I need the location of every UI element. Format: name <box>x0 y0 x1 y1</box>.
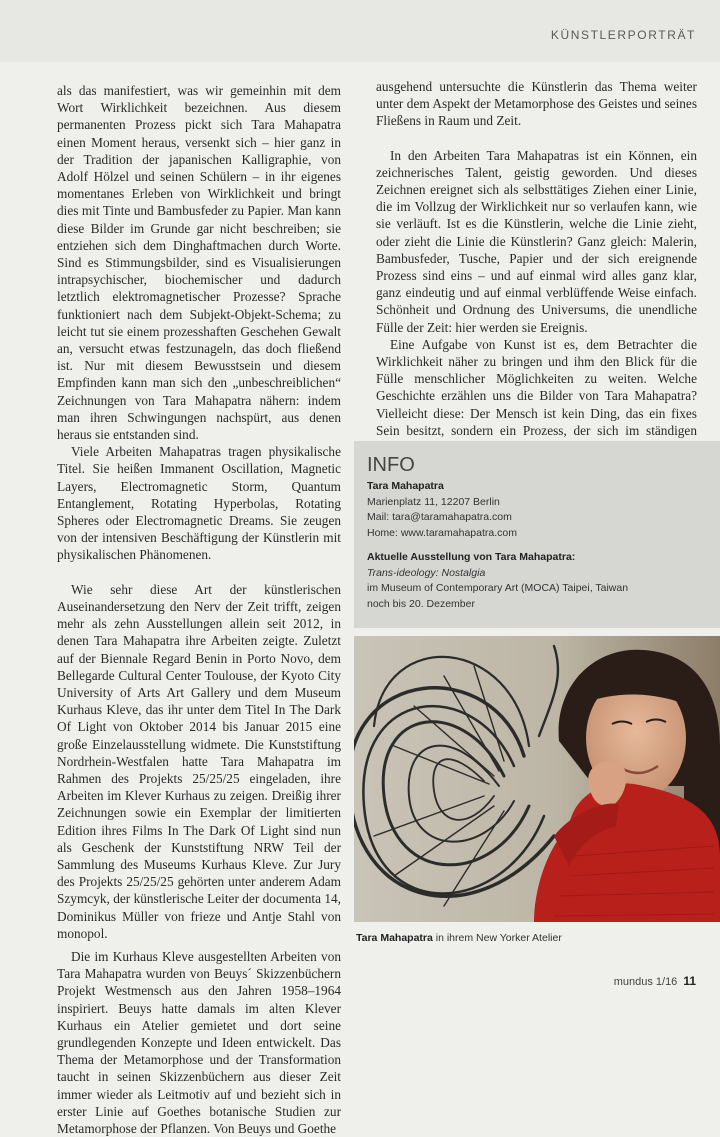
paragraph: Wie sehr diese Art der künstlerischen Auseinandersetzung den Nerv der Zeit trifft, zeigen mehr als zehn Ausstellungen allein seit 2012, in denen Tara Mahapatra ihre Arbeiten zeigte. Zuletzt auf der Biennale Regard Benin in Porto Novo, dem Bellegarde Cultural Center Toulouse, der Kyoto City University of Arts Art Gallery und dem Museum Kurhaus Kleve, das ihr unter dem Titel In The Dark Of Light von Oktober 2014 bis Januar 2015 eine große Einzelausstellung widmete. Die Kunststiftung Nordrhein-Westfalen hatte Tara Mahapatra im Rahmen des Projekts 25/25/25 eingeladen, ihre Arbeiten im Klever Kurhaus zu zeigen. Dreißig ihrer Zeichnungen sowie ein Exemplar der limitierten Edition ihres Films In The Dark Of Light sind nun als Geschenk der Kunststiftung NRW Teil der Sammlung des Museums Kurhaus Kleve. Zur Jury des Projekts 25/25/25 gehörten unter anderem Adam Szymcyk, der künstlerische Leiter der documenta 14, Dominikus Müller von frieze und Antje Stahl von monopol. <box>57 581 341 941</box>
mail-line: Mail: tara@taramahapatra.com <box>367 511 512 523</box>
paragraph: als das manifestiert, was wir gemeinhin mit dem Wort Wirklichkeit bezeichnen. Aus diesem permanenten Prozess pickt sich Tara Mahapatra einen Moment heraus, versenkt sich – hier ganz in der Tradition der japanischen Kalligraphie, von Adolf Hölzel und seinen Schülern – in ihr eigenes momentanes Erleben von Wirklichkeit und bringt dies mit Tinte und Bambusfeder zu Papier. Man kann diese Bilder im Grunde gar nicht beschreiben; sie entziehen sich dem Dinghaftmachen durch Worte. Sind es Stimmungsbilder, sind es Visualisierungen intrapsychischer, biochemischer und dadurch letztlich elektromagnetischer Prozesse? Sprache funktioniert nach dem Subjekt-Objekt-Schema; zu leicht tut sie einem prozesshaften Geschehen Gewalt an, versucht etwas festzunageln, das doch fließend ist. Nur mit diesem Bewusstsein und diesem Empfinden kann man sich den „unbeschreiblichen“ Zeichnungen von Tara Mahapatra nähern: indem man ihren Schwingungen nachspürt, aus denen heraus sie entstanden sind. <box>57 83 341 443</box>
caption-text: in ihrem New Yorker Atelier <box>432 932 562 944</box>
paragraph: ausgehend untersuchte die Künstlerin das Thema weiter unter dem Aspekt der Metamorphose des Geistes und seines Fließens in Raum und Zeit. <box>376 79 697 129</box>
paragraph <box>376 336 697 456</box>
info-title: INFO <box>367 454 415 476</box>
photo-illustration <box>354 636 720 922</box>
page-footer <box>614 974 696 988</box>
exhibition-until: noch bis 20. Dezember <box>367 597 475 610</box>
caption-name: Tara Mahapatra <box>356 932 433 944</box>
section-label: KÜNSTLERPORTRÄT <box>550 28 696 42</box>
artist-photo <box>354 636 720 922</box>
article-column-right <box>376 78 697 456</box>
paragraph-text: Eine Aufgabe von Kunst ist es, dem Betrachter die Wirklichkeit näher zu bringen und ihm den Blick für die Fülle menschlicher Möglichkeiten zu weiten. Welche Geschichte erzählen uns die Bilder von Tara Mahapatra? Vielleicht diese: Der Mensch ist kein Ding, das ein fixes Sein besitzt, sondern ein Prozess, der sich im ständigen <box>376 336 697 438</box>
home-line: Home: www.taramahapatra.com <box>367 526 517 539</box>
magazine-issue: mundus 1/16 <box>613 976 678 988</box>
page-number: 11 <box>683 974 696 988</box>
paragraph: Die im Kurhaus Kleve ausgestellten Arbeiten von Tara Mahapatra wurden von Beuys´ Skizzenbüchern Projekt Westmensch aus den Jahren 1958–1964 inspiriert. Beuys hatte damals im alten Klever Kurhaus ein Atelier gemietet und dort seine grundlegenden Konzepte und Ideen entwickelt. Das Thema der Metamorphose und der Transformation taucht in seinen Skizzenbüchern aus dieser Zeit immer wieder als Leitmotiv auf und bezieht sich in erster Linie auf Goethes botanische Studien zur Metamorphose der Pflanzen. Von Beuys und Goethe <box>57 948 341 1136</box>
info-box <box>354 441 720 628</box>
artist-name: Tara Mahapatra <box>367 480 444 492</box>
exhibition-heading: Aktuelle Ausstellung von Tara Mahapatra: <box>367 551 576 563</box>
photo-caption <box>356 932 716 944</box>
article-column-left <box>57 82 341 1137</box>
paragraph: In den Arbeiten Tara Mahapatras ist ein Können, ein zeichnerisches Talent, geistig geworden. Und dieses Zeichnen ereignet sich als selbsttätiges Ziehen einer Linie, die im Vollzug der Wirklichkeit nur so verlaufen kann, wie sie verläuft. Ist es die Künstlerin, welche die Linie zieht, oder zieht die Linie die Künstlerin? Ganz gleich: Malerin, Bambusfeder, Tusche, Papier und der sich ereignende Prozess sind eins – und auf einmal wird alles ganz klar, ganz eindeutig und auf einmal verblüffende Weise einfach. Schönheit und Ordnung des Universums, die unendliche Fülle der Zeit: hier werden sie Ereignis. <box>376 147 697 335</box>
exhibition-title: Trans-ideology: Nostalgia <box>367 566 486 579</box>
paragraph: Viele Arbeiten Mahapatras tragen physikalische Titel. Sie heißen Immanent Oscillation, Magnetic Layers, Electromagnetic Storm, Quantum Entanglement, Rotating Hyperbolas, Rotating Spheres oder Electromagnetic Dreams. Sie zeugen von der intensiven Beschäftigung der Künstlerin mit physikalischen Phänomenen. <box>57 444 341 563</box>
exhibition-venue: im Museum of Contemporary Art (MOCA) Taipei, Taiwan <box>367 582 629 594</box>
address: Marienplatz 11, 12207 Berlin <box>367 495 500 508</box>
